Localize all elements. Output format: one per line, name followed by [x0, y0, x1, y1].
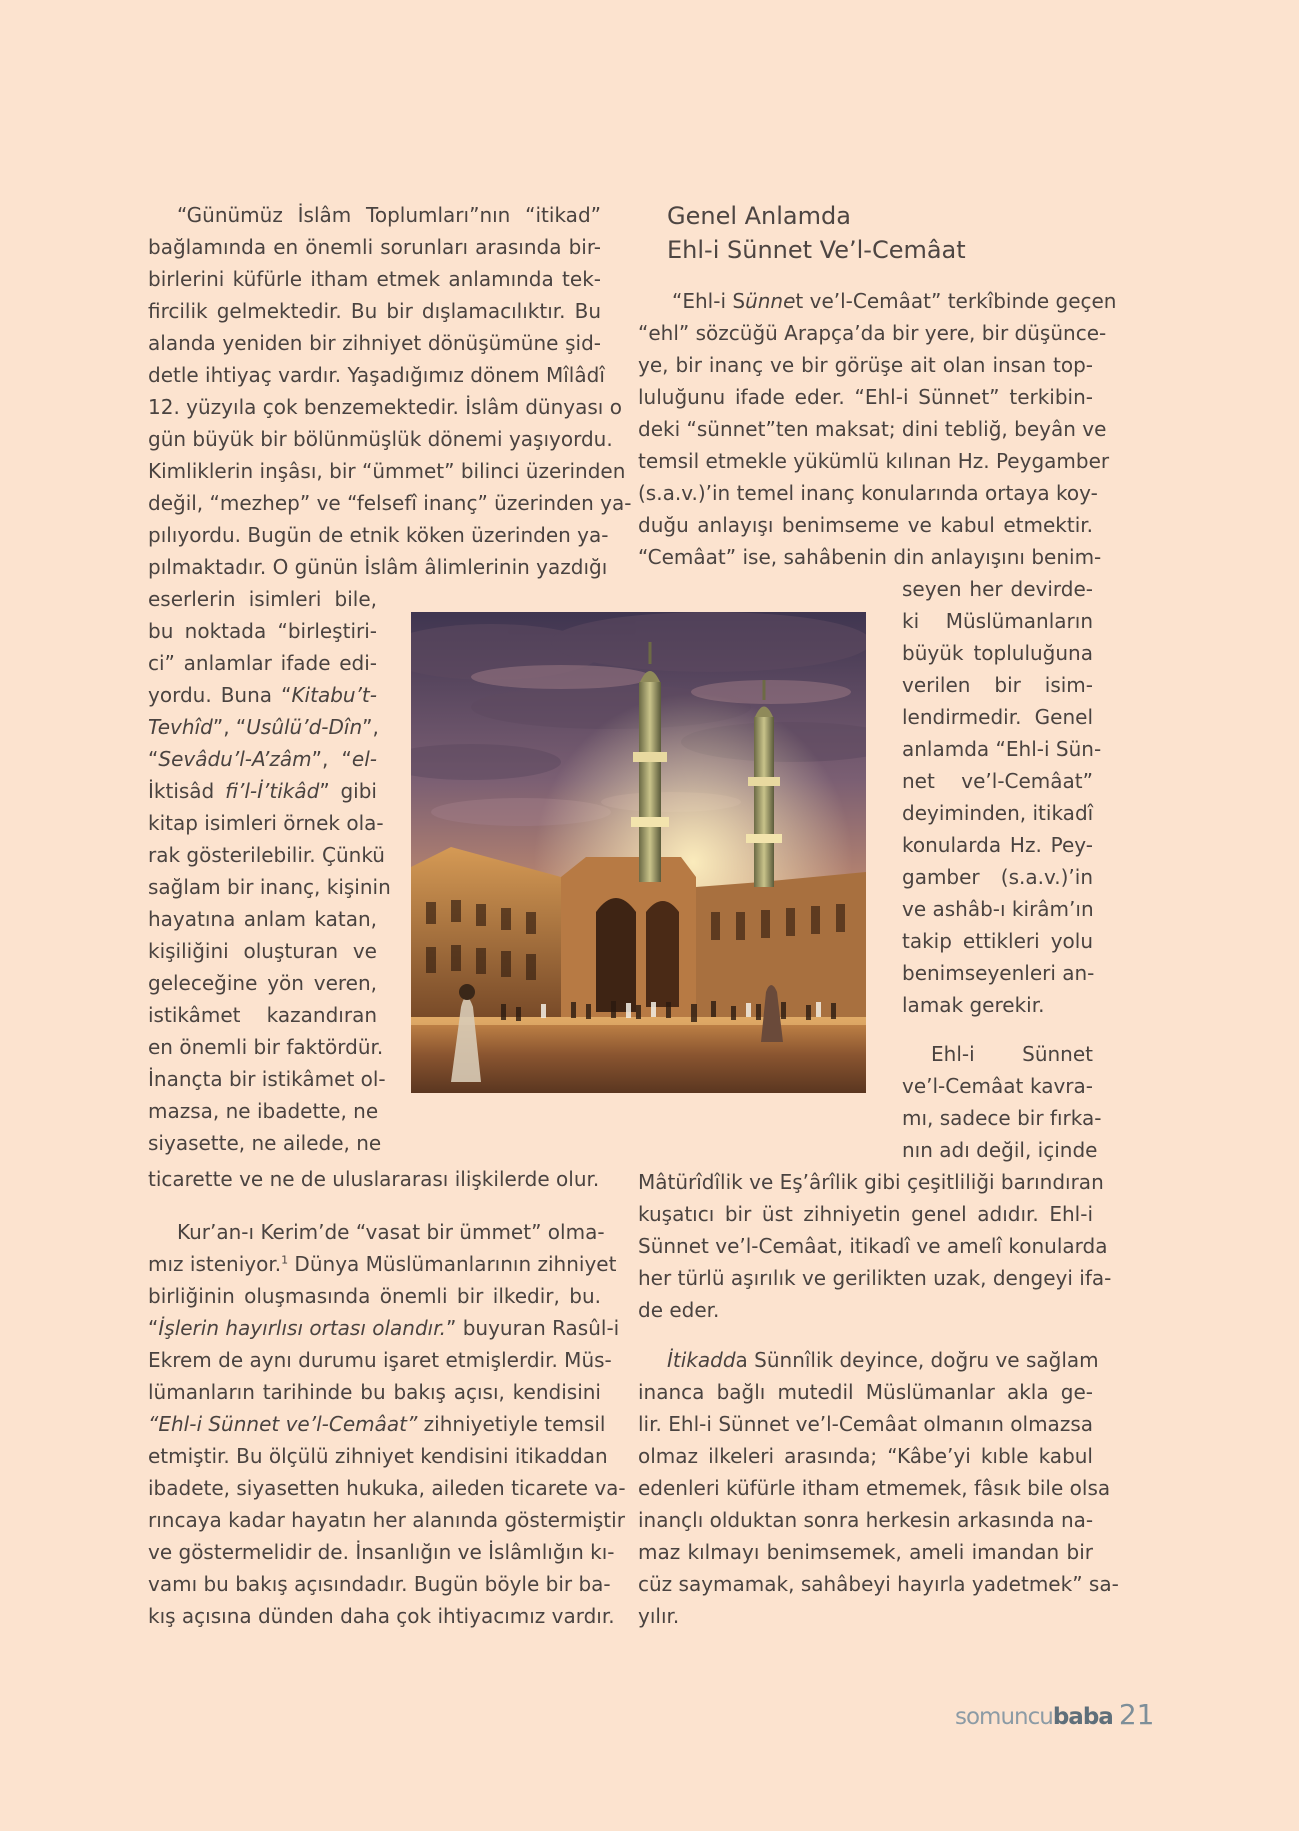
body-line: de eder.: [638, 1298, 720, 1322]
body-line: ticarette ve ne de uluslararası ilişkilerde olur.: [148, 1167, 600, 1191]
body-line: [148, 1248, 617, 1280]
body-line: Ehl-i Sünnet: [931, 1042, 1093, 1066]
body-line: en önemli bir faktördür.: [148, 1035, 384, 1059]
body-line: mazsa, ne ibadette, ne: [148, 1099, 379, 1123]
body-line: Kur’an-ı Kerim’de “vasat bir ümmet” olma-: [177, 1220, 605, 1244]
body-line: net ve’l-Cemâat”: [902, 769, 1093, 793]
body-line: etmiştir. Bu ölçülü zihniyet kendisini itikaddan: [148, 1444, 608, 1468]
magazine-logo: [955, 1704, 1113, 1730]
body-line: gün büyük bir bölünmüşlük dönemi yaşıyordu.: [148, 427, 613, 451]
body-line: ve’l-Cemâat kavra-: [902, 1074, 1093, 1098]
page-number: 21: [1118, 1698, 1155, 1731]
body-line: her türlü aşırılık ve gerilikten uzak, dengeyi ifa-: [638, 1266, 1112, 1290]
logo-bold: baba: [1052, 1704, 1113, 1730]
kaaba-mosque-photo: [411, 612, 866, 1093]
heading-line: Genel Anlamda: [667, 202, 851, 230]
body-line: kış açısına dünden daha çok ihtiyacımız vardır.: [148, 1604, 615, 1628]
body-line: yılır.: [638, 1604, 680, 1628]
book-title: Tevhîd: [148, 715, 213, 739]
body-line: ve göstermelidir de. İnsanlığın ve İslâmlığın kı-: [148, 1540, 615, 1564]
body-line: [672, 285, 1117, 317]
body-line: siyasette, ne ailede, ne: [148, 1131, 382, 1155]
body-line: lamak gerekir.: [902, 993, 1045, 1017]
text-span: zihniyetiyle temsil: [417, 1412, 606, 1436]
quote-italic: “Ehl-i Sünnet ve’l-Cemâat”: [148, 1412, 418, 1436]
body-line: konularda Hz. Pey-: [902, 833, 1093, 857]
body-line: duğu anlayışı benimseme ve kabul etmektir.: [638, 513, 1093, 537]
body-line: lümanların tarihinde bu bakış açısı, kendisini: [148, 1380, 601, 1404]
body-line: 12. yüzyıla çok benzemektedir. İslâm dünyası o: [148, 395, 622, 419]
body-line: Ekrem de aynı durumu işaret etmişlerdir. Müs-: [148, 1348, 612, 1372]
body-line: bağlamında en önemli sorunları arasında bir-: [148, 235, 601, 259]
body-line: [148, 711, 377, 743]
italic-span: ünne: [745, 289, 796, 313]
body-line: vamı bu bakış açısındadır. Bugün böyle bir ba-: [148, 1572, 611, 1596]
body-line: [148, 775, 377, 807]
body-line: ci” anlamlar ifade edi-: [148, 651, 377, 675]
body-line: pılmaktadır. O günün İslâm âlimlerinin yazdığı: [148, 555, 608, 579]
body-line: Mâtürîdîlik ve Eş’ârîlik gibi çeşitliliği barındıran: [638, 1170, 1104, 1194]
body-line: bu noktada “birleştiri-: [148, 619, 377, 643]
body-line: Sünnet ve’l-Cemâat, itikadî ve amelî konularda: [638, 1234, 1108, 1258]
body-line: ibadete, siyasetten hukuka, aileden ticarete va-: [148, 1476, 626, 1500]
body-line: Kimliklerin inşâsı, bir “ümmet” bilinci üzerinden: [148, 459, 626, 483]
body-line: edenleri küfürle itham etmemek, fâsık bile olsa: [638, 1476, 1111, 1500]
body-line: anlamda “Ehl-i Sün-: [902, 737, 1102, 761]
photo-illustration: [411, 612, 866, 1093]
book-title: Kitabu’t-: [291, 683, 377, 707]
body-line: inanca bağlı mutedil Müslümanlar akla ge-: [638, 1380, 1093, 1404]
body-line: deki “sünnet”ten maksat; dini tebliğ, beyân ve: [638, 417, 1107, 441]
body-line: [148, 743, 377, 775]
italic-span: İtikadd: [667, 1348, 736, 1372]
body-line: seyen her devirde-: [902, 577, 1093, 601]
text-span: ”, “: [212, 715, 247, 739]
book-title: Sevâdu’l-A’zâm: [158, 747, 312, 771]
body-line: sağlam bir inanç, kişinin: [148, 875, 391, 899]
body-line: deyiminden, itikadî: [902, 801, 1094, 825]
text-span: a Sünnîlik deyince, doğru ve sağlam: [735, 1348, 1099, 1372]
body-line: inançlı olduktan sonra herkesin arkasında na-: [638, 1508, 1094, 1532]
body-line: temsil etmekle yükümlü kılınan Hz. Peygamber: [638, 449, 1110, 473]
body-line: değil, “mezhep” ve “felsefî inanç” üzerinden ya-: [148, 491, 632, 515]
section-heading: [667, 199, 966, 267]
body-line: maz kılmayı benimsemek, ameli imandan bir: [638, 1540, 1093, 1564]
body-line: istikâmet kazandıran: [148, 1003, 377, 1027]
text-span: “: [148, 1316, 159, 1340]
body-line: (s.a.v.)’in temel inanç konularında ortaya koy-: [638, 481, 1098, 505]
body-line: İnançta bir istikâmet ol-: [148, 1067, 386, 1091]
body-line: ye, bir inanç ve bir görüşe ait olan insan top-: [638, 353, 1093, 377]
body-line: kitap isimleri örnek ola-: [148, 811, 384, 835]
body-line: “Cemâat” ise, sahâbenin din anlayışını benim-: [638, 545, 1102, 569]
body-line: cüz saymamak, sahâbeyi hayırla yadetmek” sa-: [638, 1572, 1119, 1596]
body-line: kişiliğini oluşturan ve: [148, 939, 377, 963]
book-title: el-: [351, 747, 377, 771]
body-line: detle ihtiyaç vardır. Yaşadığımız dönem Mîlâdî: [148, 363, 605, 387]
body-line: “ehl” sözcüğü Arapça’da bir yere, bir düşünce-: [638, 321, 1107, 345]
body-line: [148, 679, 377, 711]
body-line: [148, 1408, 606, 1440]
body-line: mı, sadece bir fırka-: [902, 1106, 1102, 1130]
body-line: rak gösterilebilir. Çünkü: [148, 843, 385, 867]
body-line: luluğunu ifade eder. “Ehl-i Sünnet” terkibin-: [638, 385, 1093, 409]
body-line: benimseyenleri an-: [902, 961, 1095, 985]
body-line: birliğinin oluşmasında önemli bir ilkedir, bu.: [148, 1284, 601, 1308]
page-footer: [955, 1698, 1154, 1732]
body-line: [148, 1312, 620, 1344]
body-line: birlerini küfürle itham etmek anlamında tek-: [148, 267, 601, 291]
footnote-marker: 1: [281, 1253, 289, 1267]
body-line: alanda yeniden bir zihniyet dönüşümüne şid-: [148, 331, 601, 355]
text-span: Dünya Müslümanlarının zihniyet: [288, 1252, 617, 1276]
body-line: büyük topluluğuna: [902, 641, 1093, 665]
text-span: ” buyuran Rasûl-i: [445, 1316, 620, 1340]
body-line: [667, 1344, 1099, 1376]
body-line: verilen bir isim-: [902, 673, 1093, 697]
body-line: gamber (s.a.v.)’in: [902, 865, 1093, 889]
body-line: olmaz ilkeleri arasında; “Kâbe’yi kıble kabul: [638, 1444, 1093, 1468]
body-line: pılıyordu. Bugün de etnik köken üzerinden ya-: [148, 523, 609, 547]
body-line: rıncaya kadar hayatın her alanında göstermiştir: [148, 1508, 625, 1532]
body-line: fircilik gelmektedir. Bu bir dışlamacılıktır. Bu: [148, 299, 601, 323]
text-span: ” gibi: [319, 779, 377, 803]
body-line: nın adı değil, içinde: [902, 1138, 1098, 1162]
body-line: hayatına anlam katan,: [148, 907, 377, 931]
body-line: kuşatıcı bir üst zihniyetin genel adıdır. Ehl-i: [638, 1202, 1093, 1226]
body-line: lir. Ehl-i Sünnet ve’l-Cemâat olmanın olmazsa: [638, 1412, 1093, 1436]
book-title: fi’l-İ’tikâd: [225, 779, 320, 803]
body-line: ve ashâb-ı kirâm’ın: [902, 897, 1094, 921]
text-span: mız isteniyor.: [148, 1252, 282, 1276]
body-line: “Günümüz İslâm Toplumları”nın “itikad”: [177, 203, 601, 227]
text-span: ”, “: [311, 747, 352, 771]
body-line: takip ettikleri yolu: [902, 929, 1093, 953]
body-line: ki Müslümanların: [902, 609, 1093, 633]
logo-light: somuncu: [955, 1704, 1053, 1730]
quote-italic: İşlerin hayırlısı ortası olandır.: [158, 1316, 446, 1340]
body-line: eserlerin isimleri bile,: [148, 587, 377, 611]
text-span: “Ehl-i S: [672, 289, 746, 313]
text-span: İktisâd: [148, 779, 226, 803]
body-line: lendirmedir. Genel: [902, 705, 1093, 729]
heading-line: Ehl-i Sünnet Ve’l-Cemâat: [667, 236, 966, 264]
text-span: “: [148, 747, 159, 771]
text-span: t ve’l-Cemâat” terkîbinde geçen: [795, 289, 1117, 313]
text-span: ”,: [362, 715, 379, 739]
text-span: yordu. Buna “: [148, 683, 292, 707]
book-title: Usûlü’d-Dîn: [246, 715, 363, 739]
body-line: geleceğine yön veren,: [148, 971, 377, 995]
